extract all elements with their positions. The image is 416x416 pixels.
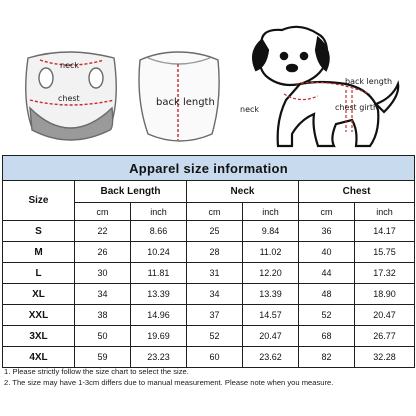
value-cell: 13.39 — [131, 284, 187, 305]
value-cell: 14.96 — [131, 305, 187, 326]
unit-header: cm — [299, 203, 355, 221]
value-cell: 10.24 — [131, 242, 187, 263]
group-header-back-length: Back Length — [75, 181, 187, 203]
table-row — [3, 242, 415, 263]
value-cell: 28 — [187, 242, 243, 263]
size-cell: M — [3, 242, 75, 263]
group-header-neck: Neck — [187, 181, 299, 203]
size-table — [2, 155, 415, 368]
value-cell: 37 — [187, 305, 243, 326]
value-cell: 50 — [75, 326, 131, 347]
table-row — [3, 347, 415, 368]
label-back-length: back length — [156, 97, 215, 108]
value-cell: 44 — [299, 263, 355, 284]
value-cell: 60 — [187, 347, 243, 368]
table-row — [3, 263, 415, 284]
notes — [4, 366, 414, 388]
value-cell: 8.66 — [131, 221, 187, 242]
table-row — [3, 326, 415, 347]
value-cell: 82 — [299, 347, 355, 368]
unit-header: cm — [187, 203, 243, 221]
value-cell: 20.47 — [243, 326, 299, 347]
value-cell: 59 — [75, 347, 131, 368]
value-cell: 48 — [299, 284, 355, 305]
value-cell: 11.02 — [243, 242, 299, 263]
label-dog-back-length: back length — [345, 77, 393, 86]
value-cell: 11.81 — [131, 263, 187, 284]
table-row — [3, 284, 415, 305]
value-cell: 52 — [187, 326, 243, 347]
label-dog-chest-girth: chest girth — [335, 103, 379, 112]
value-cell: 26.77 — [355, 326, 415, 347]
size-cell: L — [3, 263, 75, 284]
note-line: 2. The size may have 1-3cm differs due to manual measurement. Please note when you measure. — [4, 378, 334, 387]
value-cell: 38 — [75, 305, 131, 326]
label-neck-top: neck — [60, 61, 80, 70]
value-cell: 52 — [299, 305, 355, 326]
unit-header: cm — [75, 203, 131, 221]
value-cell: 14.57 — [243, 305, 299, 326]
value-cell: 25 — [187, 221, 243, 242]
value-cell: 12.20 — [243, 263, 299, 284]
dog-drawing — [253, 27, 398, 146]
value-cell: 19.69 — [131, 326, 187, 347]
value-cell: 31 — [187, 263, 243, 284]
group-header-chest: Chest — [299, 181, 415, 203]
value-cell: 15.75 — [355, 242, 415, 263]
table-row — [3, 221, 415, 242]
size-cell: XL — [3, 284, 75, 305]
table-row — [3, 305, 415, 326]
value-cell: 13.39 — [243, 284, 299, 305]
table-title: Apparel size information — [3, 156, 415, 181]
value-cell: 34 — [187, 284, 243, 305]
label-dog-neck: neck — [240, 105, 260, 114]
value-cell: 36 — [299, 221, 355, 242]
value-cell: 40 — [299, 242, 355, 263]
value-cell: 23.23 — [131, 347, 187, 368]
label-chest-side: chest — [58, 94, 80, 103]
value-cell: 30 — [75, 263, 131, 284]
size-table-container — [2, 155, 414, 368]
size-cell: 3XL — [3, 326, 75, 347]
value-cell: 22 — [75, 221, 131, 242]
value-cell: 9.84 — [243, 221, 299, 242]
measurement-illustration — [0, 0, 416, 152]
illustration-drawing — [0, 0, 416, 152]
unit-header: inch — [131, 203, 187, 221]
note-line: 1. Please strictly follow the size chart to select the size. — [4, 367, 189, 376]
size-cell: S — [3, 221, 75, 242]
value-cell: 17.32 — [355, 263, 415, 284]
value-cell: 68 — [299, 326, 355, 347]
value-cell: 34 — [75, 284, 131, 305]
size-cell: XXL — [3, 305, 75, 326]
value-cell: 14.17 — [355, 221, 415, 242]
value-cell: 23.62 — [243, 347, 299, 368]
size-header: Size — [3, 181, 75, 221]
value-cell: 32.28 — [355, 347, 415, 368]
value-cell: 26 — [75, 242, 131, 263]
size-cell: 4XL — [3, 347, 75, 368]
unit-header: inch — [243, 203, 299, 221]
value-cell: 18.90 — [355, 284, 415, 305]
unit-header: inch — [355, 203, 415, 221]
value-cell: 20.47 — [355, 305, 415, 326]
